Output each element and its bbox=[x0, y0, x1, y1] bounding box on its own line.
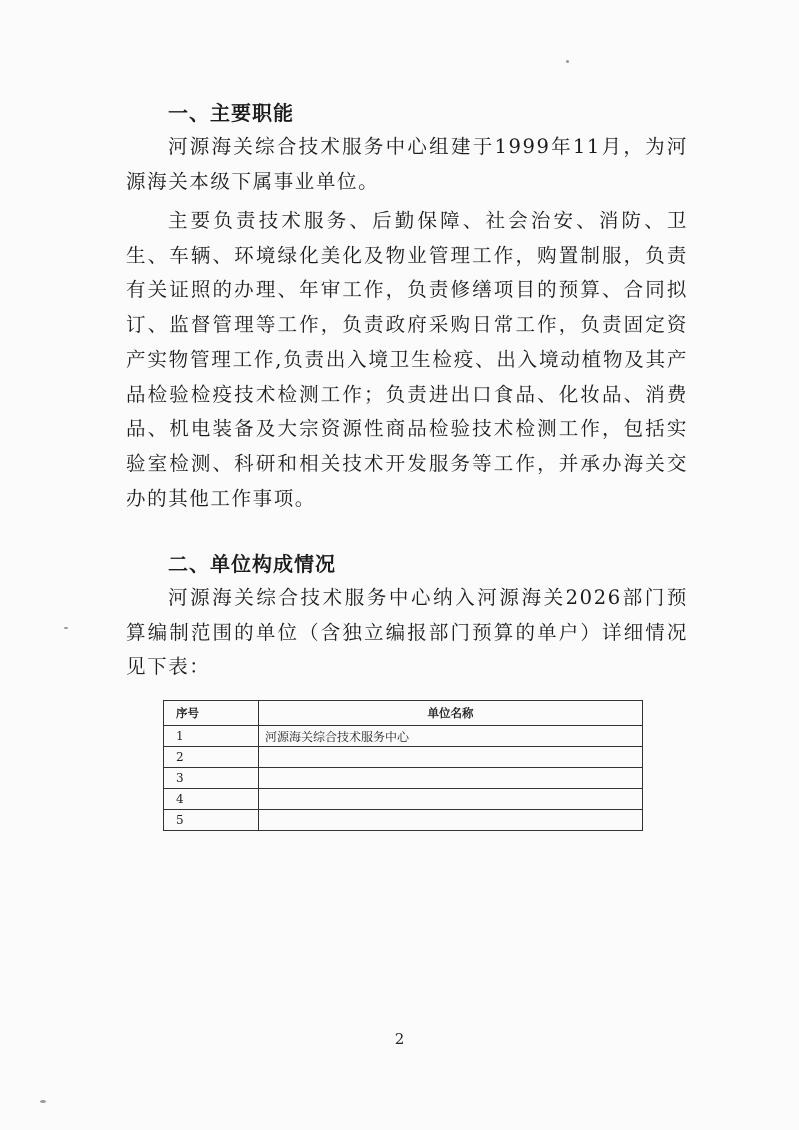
section-heading-functions: 一、主要职能 bbox=[168, 101, 294, 125]
table-row bbox=[164, 747, 643, 768]
scan-speck bbox=[64, 627, 68, 629]
row-unit-name: 河源海关综合技术服务中心 bbox=[259, 726, 643, 747]
row-index: 1 bbox=[164, 726, 259, 747]
page-number: 2 bbox=[394, 1030, 405, 1048]
row-unit-name bbox=[259, 810, 643, 831]
row-unit-name bbox=[259, 747, 643, 768]
table-row bbox=[164, 789, 643, 810]
scan-speck bbox=[566, 60, 569, 63]
row-unit-name bbox=[259, 768, 643, 789]
unit-table bbox=[163, 700, 643, 831]
section-heading-composition: 二、单位构成情况 bbox=[168, 552, 336, 576]
row-index: 4 bbox=[164, 789, 259, 810]
table-row bbox=[164, 726, 643, 747]
paragraph-responsibilities: 主要负责技术服务、后勤保障、社会治安、消防、卫生、车辆、环境绿化美化及物业管理工作，购置制服，负责有关证照的办理、年审工作，负责修缮项目的预算、合同拟订、监督管理等工作，负责政府采购日常工作，负责固定资产实物管理工作,负责出入境卫生检疫、出入境动植物及其产品检验检疫技术检测工作；负责进出口食品、化妆品、消费品、机电装备及大宗资源性商品检验技术检测工作，包括实验室检测、科研和相关技术开发服务等工作，并承办海关交办的其他工作事项。 bbox=[126, 209, 688, 510]
scan-speck bbox=[40, 1100, 46, 1103]
column-header-unit-name: 单位名称 bbox=[259, 701, 643, 726]
table-row bbox=[164, 768, 643, 789]
table-row bbox=[164, 810, 643, 831]
row-index: 2 bbox=[164, 747, 259, 768]
column-header-index: 序号 bbox=[164, 701, 259, 726]
paragraph-establishment: 河源海关综合技术服务中心组建于1999年11月，为河源海关本级下属事业单位。 bbox=[126, 135, 688, 193]
table-header-row bbox=[164, 701, 643, 726]
row-index: 5 bbox=[164, 810, 259, 831]
row-index: 3 bbox=[164, 768, 259, 789]
paragraph-composition: 河源海关综合技术服务中心纳入河源海关2026部门预算编制范围的单位（含独立编报部门预算的单户）详细情况见下表： bbox=[126, 586, 688, 679]
row-unit-name bbox=[259, 789, 643, 810]
